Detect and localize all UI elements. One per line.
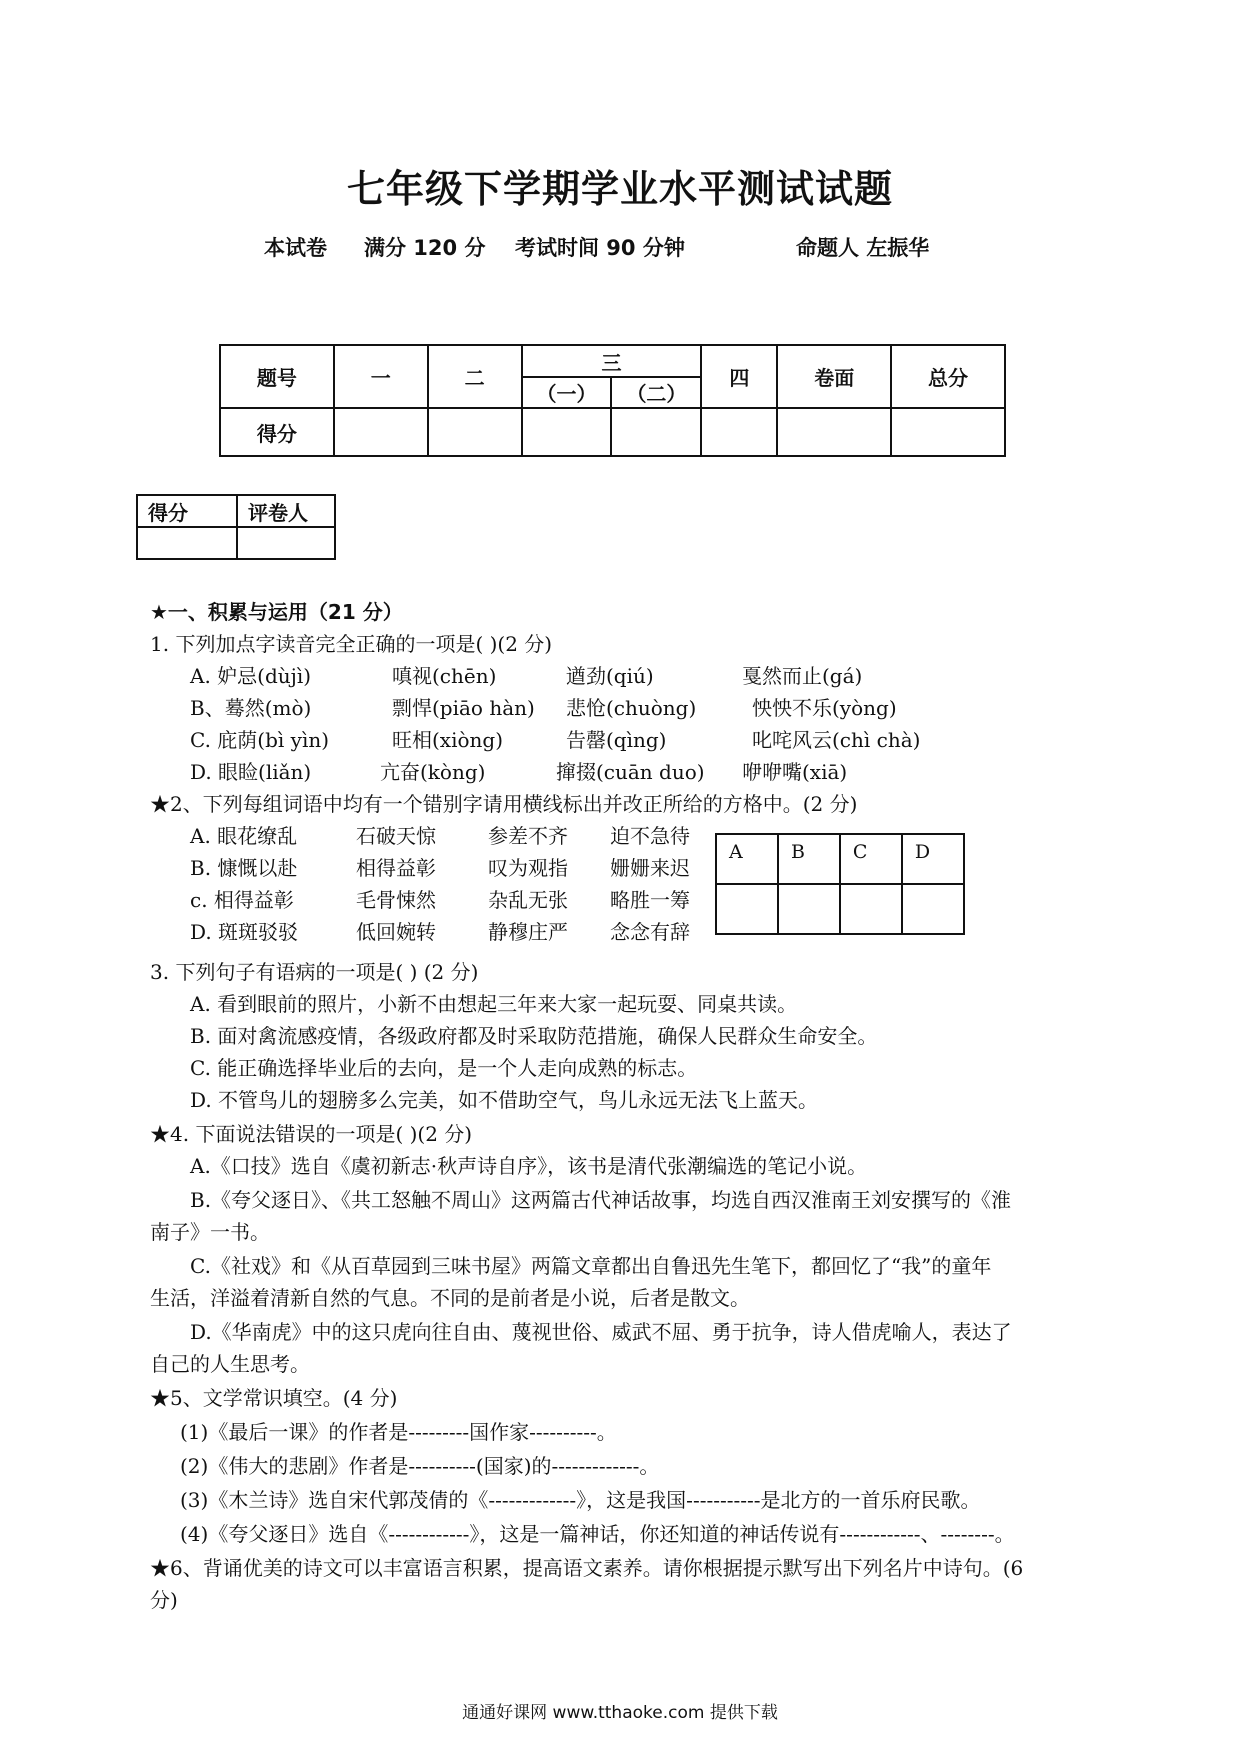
subtitle-time: 考试时间 90 分钟 xyxy=(515,236,685,260)
score-table xyxy=(219,344,1006,457)
q3-option: A. 看到眼前的照片，小新不由想起三年来大家一起玩耍、同桌共读。 xyxy=(190,992,798,1016)
q5-item: (2)《伟大的悲剧》作者是----------(国家)的-------------。 xyxy=(180,1454,660,1478)
q1-option: 剽悍(piāo hàn) xyxy=(392,696,535,720)
page-title: 七年级下学期学业水平测试试题 xyxy=(346,167,893,211)
row-label-score: 得分 xyxy=(220,408,334,456)
q2-option: 静穆庄严 xyxy=(488,920,568,944)
q4-line: 生活，洋溢着清新自然的气息。不同的是前者是小说，后者是散文。 xyxy=(150,1286,750,1310)
q1-option: 遒劲(qiú) xyxy=(566,664,654,688)
col-neatness: 卷面 xyxy=(777,345,891,408)
q1-option: 告罄(qìng) xyxy=(566,728,667,752)
q5-item: (1)《最后一课》的作者是---------国作家----------。 xyxy=(180,1420,617,1444)
q2-stem: ★2、下列每组词语中均有一个错别字请用横线标出并改正所给的方格中。(2 分) xyxy=(150,792,858,816)
score-cell[interactable] xyxy=(701,408,777,456)
q1-option: C. 庇荫(bì yìn) xyxy=(190,728,330,752)
q1-option: 亢奋(kòng) xyxy=(380,760,486,784)
score-cell[interactable] xyxy=(428,408,522,456)
q3-stem: 3. 下列句子有语病的一项是( ) (2 分) xyxy=(150,960,479,984)
q5-item: (3)《木兰诗》选自宋代郭茂倩的《-------------》，这是我国-----------是北方的一首乐府民歌。 xyxy=(180,1488,981,1512)
score-cell[interactable] xyxy=(777,408,891,456)
q2-option: 迫不急待 xyxy=(610,824,690,848)
q5-item: (4)《夸父逐日》选自《------------》，这是一篇神话，你还知道的神话传说有------------、--------。 xyxy=(180,1522,1015,1546)
q3-option: D. 不管鸟儿的翅膀多么完美，如不借助空气，鸟儿永远无法飞上蓝天。 xyxy=(190,1088,819,1112)
score-cell[interactable] xyxy=(522,408,612,456)
score-cell[interactable] xyxy=(891,408,1005,456)
answer-cell[interactable] xyxy=(716,884,778,934)
q2-option: c. 相得益彰 xyxy=(190,888,294,912)
answer-header-a: A xyxy=(716,834,778,884)
q3-option: C. 能正确选择毕业后的去向，是一个人走向成熟的标志。 xyxy=(190,1056,698,1080)
q1-option: 咿咿嘴(xiā) xyxy=(742,760,848,784)
q6-stem-cont: 分) xyxy=(150,1588,178,1612)
answer-header-b: B xyxy=(778,834,840,884)
q4-stem: ★4. 下面说法错误的一项是( )(2 分) xyxy=(150,1122,473,1146)
section-heading: ★一、积累与运用（21 分） xyxy=(150,600,403,624)
col-total: 总分 xyxy=(891,345,1005,408)
answer-header-d: D xyxy=(902,834,964,884)
grader-name-label: 评卷人 xyxy=(237,495,335,527)
q2-option: A. 眼花缭乱 xyxy=(190,824,298,848)
score-cell[interactable] xyxy=(611,408,701,456)
page-footer: 通通好课网 www.tthaoke.com 提供下载 xyxy=(462,1703,778,1723)
q1-option: 嗔视(chēn) xyxy=(392,664,497,688)
col-four: 四 xyxy=(701,345,777,408)
q1-option: 旺相(xiòng) xyxy=(392,728,504,752)
answer-cell[interactable] xyxy=(902,884,964,934)
col-three-sub-two: （二） xyxy=(611,377,701,408)
q4-line: 自己的人生思考。 xyxy=(150,1352,310,1376)
q3-option: B. 面对禽流感疫情，各级政府都及时采取防范措施，确保人民群众生命安全。 xyxy=(190,1024,878,1048)
q1-option: 撺掇(cuān duo) xyxy=(556,760,705,784)
subtitle-paper: 本试卷 xyxy=(264,236,327,260)
q1-option: 叱咤风云(chì chà) xyxy=(752,728,921,752)
grader-table xyxy=(136,494,336,560)
q2-option: B. 慷慨以赴 xyxy=(190,856,298,880)
q2-option: 略胜一筹 xyxy=(610,888,690,912)
q2-option: 叹为观指 xyxy=(488,856,568,880)
q1-option: B、蓦然(mò) xyxy=(190,696,312,720)
q2-option: 毛骨悚然 xyxy=(356,888,436,912)
answer-header-c: C xyxy=(840,834,902,884)
col-three-sub-one: （一） xyxy=(522,377,612,408)
q4-line: B.《夸父逐日》、《共工怒触不周山》这两篇古代神话故事，均选自西汉淮南王刘安撰写的《淮 xyxy=(190,1188,1012,1212)
score-cell[interactable] xyxy=(334,408,428,456)
q1-stem: 1. 下列加点字读音完全正确的一项是( )(2 分) xyxy=(150,632,553,656)
col-two: 二 xyxy=(428,345,522,408)
q2-option: 姗姗来迟 xyxy=(610,856,690,880)
q2-option: 低回婉转 xyxy=(356,920,436,944)
answer-cell[interactable] xyxy=(840,884,902,934)
q1-option: D. 眼睑(liǎn) xyxy=(190,760,312,784)
q2-option: 相得益彰 xyxy=(356,856,436,880)
col-three: 三 xyxy=(522,345,702,377)
q1-option: A. 妒忌(dùjì) xyxy=(190,664,312,688)
q2-option: 参差不齐 xyxy=(488,824,568,848)
q1-option: 怏怏不乐(yòng) xyxy=(752,696,897,720)
q4-line: D.《华南虎》中的这只虎向往自由、蔑视世俗、威武不屈、勇于抗争，诗人借虎喻人，表达了 xyxy=(190,1320,1012,1344)
q6-stem: ★6、背诵优美的诗文可以丰富语言积累，提高语文素养。请你根据提示默写出下列名片中诗句。(6 xyxy=(150,1556,1024,1580)
answer-cell[interactable] xyxy=(778,884,840,934)
q2-option: D. 斑斑驳驳 xyxy=(190,920,299,944)
subtitle-full-score: 满分 120 分 xyxy=(364,236,486,260)
q2-option: 杂乱无张 xyxy=(488,888,568,912)
q4-line: A.《口技》选自《虞初新志·秋声诗自序》，该书是清代张潮编选的笔记小说。 xyxy=(190,1154,868,1178)
q1-option: 戛然而止(gá) xyxy=(742,664,863,688)
col-one: 一 xyxy=(334,345,428,408)
subtitle-author: 命题人 左振华 xyxy=(796,236,930,260)
q4-line: 南子》一书。 xyxy=(150,1220,270,1244)
grader-score-label: 得分 xyxy=(137,495,237,527)
grader-name-cell[interactable] xyxy=(237,527,335,559)
q4-line: C.《社戏》和《从百草园到三味书屋》两篇文章都出自鲁迅先生笔下，都回忆了“我”的童年 xyxy=(190,1254,992,1278)
row-label-question-no: 题号 xyxy=(220,345,334,408)
grader-score-cell[interactable] xyxy=(137,527,237,559)
q5-stem: ★5、文学常识填空。(4 分) xyxy=(150,1386,398,1410)
q1-option: 悲怆(chuòng) xyxy=(566,696,697,720)
q2-answer-grid xyxy=(715,833,965,935)
q2-option: 石破天惊 xyxy=(356,824,436,848)
q2-option: 念念有辞 xyxy=(610,920,690,944)
